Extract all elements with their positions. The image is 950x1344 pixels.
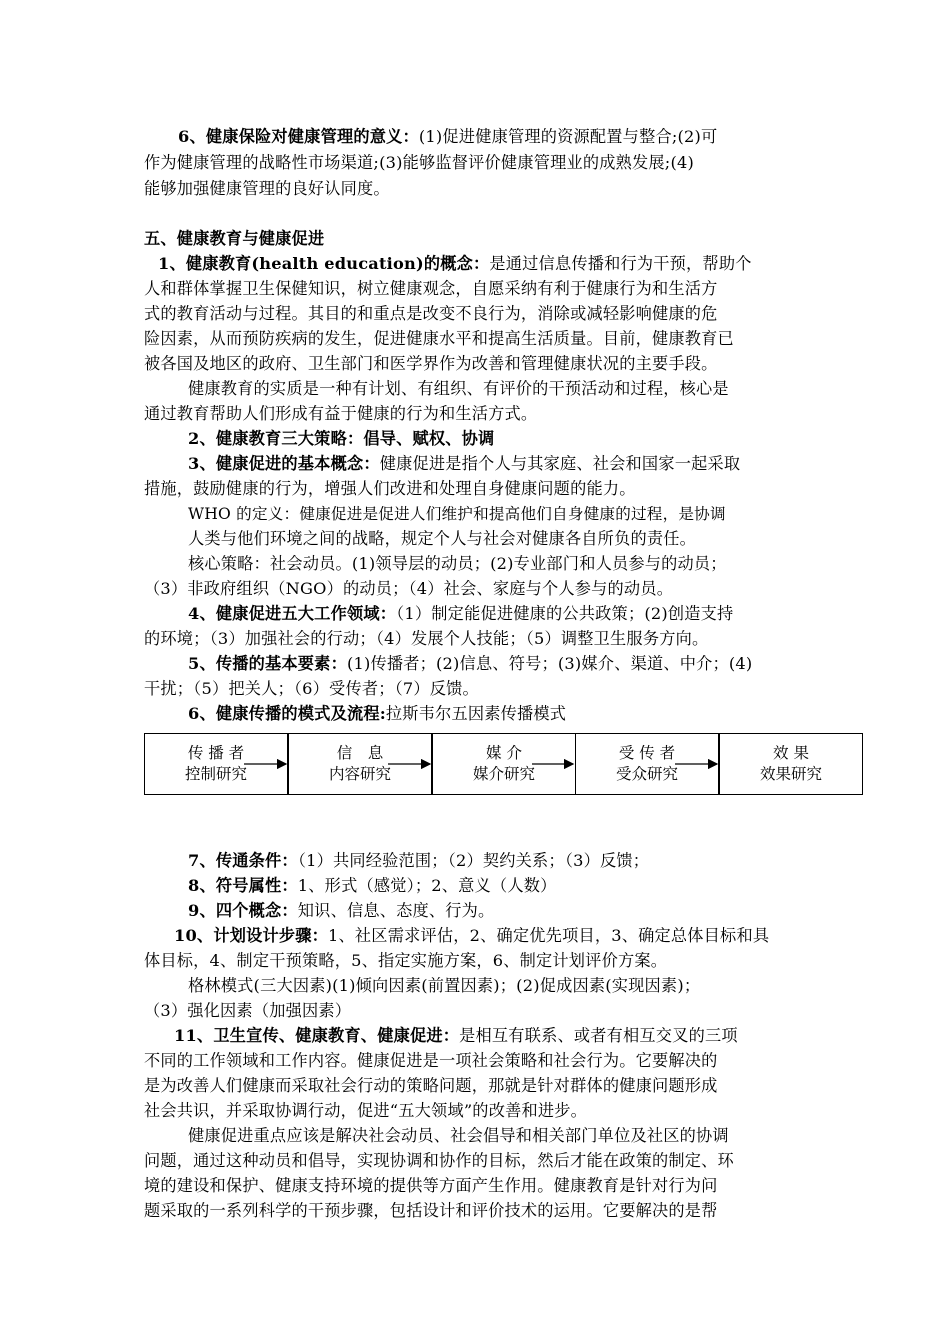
paragraph-line: 作为健康管理的战略性市场渠道;(3)能够监督评价健康管理业的成熟发展;(4) — [144, 153, 694, 172]
paragraph-line: 题采取的一系列科学的干预步骤，包括设计和评价技术的运用。它要解决的是帮 — [144, 1201, 718, 1220]
paragraph-line: 险因素，从而预防疾病的发生，促进健康水平和提高生活质量。目前，健康教育已 — [144, 329, 734, 348]
flow-box-subtitle: 效果研究 — [759, 765, 822, 783]
paragraph-line: 问题，通过这种动员和倡导，实现协调和协作的目标，然后才能在政策的制定、环 — [144, 1151, 734, 1170]
paragraph-text: (1)传播者；(2)信息、符号；(3)媒介、渠道、中介；(4) — [346, 654, 753, 673]
paragraph-line: 格林模式(三大因素)(1)倾向因素(前置因素)；(2)促成因素(实现因素)； — [188, 976, 701, 995]
paragraph-line: 是为改善人们健康而采取社会行动的策略问题，那就是针对群体的健康问题形成 — [144, 1076, 718, 1095]
paragraph-line: 健康促进重点应该是解决社会动员、社会倡导和相关部门单位及社区的协调 — [188, 1126, 729, 1145]
paragraph-line: 境的建设和保护、健康支持环境的提供等方面产生作用。健康教育是针对行为问 — [144, 1176, 718, 1195]
paragraph-line: 不同的工作领域和工作内容。健康促进是一项社会策略和社会行为。它要解决的 — [144, 1051, 718, 1070]
paragraph-line — [174, 1024, 738, 1048]
paragraph-line: 式的教育活动与过程。其目的和重点是改变不良行为，消除或减轻影响健康的危 — [144, 304, 718, 323]
paragraph-heading: 5、传播的基本要素： — [188, 654, 347, 673]
paragraph-line — [188, 849, 649, 873]
paragraph-line: 的环境；（3）加强社会的行动；（4）发展个人技能；（5）调整卫生服务方向。 — [144, 629, 709, 648]
paragraph-text: (1)促进健康管理的资源配置与整合;(2)可 — [418, 127, 718, 146]
section-heading: 五、健康教育与健康促进 — [144, 229, 325, 248]
paragraph-line — [188, 874, 557, 898]
paragraph-line — [188, 899, 494, 923]
paragraph-text: 是相互有联系、或者有相互交叉的三项 — [459, 1026, 738, 1045]
paragraph-line: 社会共识，并采取协调行动，促进“五大领域”的改善和进步。 — [144, 1101, 588, 1120]
paragraph-heading: 11、卫生宣传、健康教育、健康促进： — [174, 1026, 460, 1045]
flow-box-title: 信 息 — [336, 744, 384, 762]
flow-box-subtitle: 受众研究 — [615, 765, 678, 783]
paragraph-line: 被各国及地区的政府、卫生部门和医学界作为改善和管理健康状况的主要手段。 — [144, 354, 718, 373]
paragraph-line: WHO 的定义：健康促进是促进人们维护和提高他们自身健康的过程，是协调 — [188, 505, 726, 523]
paragraph-line: 核心策略：社会动员。(1)领导层的动员；(2)专业部门和人员参与的动员； — [188, 554, 727, 573]
paragraph-heading: 4、健康促进五大工作领域： — [188, 604, 397, 623]
paragraph-line: 措施，鼓励健康的行为，增强人们改进和处理自身健康问题的能力。 — [144, 479, 636, 498]
paragraph-line: 干扰；（5）把关人；（6）受传者；（7）反馈。 — [144, 679, 479, 698]
paragraph-heading: 7、传通条件： — [188, 851, 298, 870]
paragraph-line — [174, 924, 769, 948]
paragraph-heading: 9、四个概念： — [188, 901, 298, 920]
flow-box-title: 传 播 者 — [187, 744, 245, 762]
paragraph-line: （3）强化因素（加强因素） — [144, 1001, 352, 1020]
flow-box-subtitle: 内容研究 — [328, 765, 391, 783]
paragraph-line: 体目标，4、制定干预策略，5、指定实施方案，6、制定计划评价方案。 — [144, 951, 668, 970]
paragraph-text: 拉斯韦尔五因素传播模式 — [385, 704, 567, 723]
paragraph-heading: 6、健康保险对健康管理的意义： — [178, 127, 419, 146]
paragraph-text: （1）共同经验范围；（2）契约关系；（3）反馈； — [297, 851, 650, 870]
paragraph-line: 通过教育帮助人们形成有益于健康的行为和生活方式。 — [144, 404, 538, 423]
paragraph-line: （3）非政府组织（NGO）的动员；（4）社会、家庭与个人参与的动员。 — [144, 579, 674, 598]
paragraph-text: 是通过信息传播和行为干预，帮助个 — [489, 254, 752, 273]
paragraph-text: 知识、信息、态度、行为。 — [297, 901, 495, 920]
paragraph-line: 人和群体掌握卫生保健知识，树立健康观念，自愿采纳有利于健康行为和生活方 — [144, 279, 718, 298]
paragraph-text: 1、形式（感觉）；2、意义（人数） — [297, 876, 557, 895]
paragraph-line: 人类与他们环境之间的战略，规定个人与社会对健康各自所负的责任。 — [188, 529, 697, 548]
paragraph-heading: 6、健康传播的模式及流程: — [188, 704, 386, 723]
paragraph-heading: 2、健康教育三大策略：倡导、赋权、协调 — [188, 429, 495, 448]
paragraph-heading: 1、健康教育(health education)的概念： — [158, 254, 490, 273]
paragraph-heading: 8、符号属性： — [188, 876, 298, 895]
paragraph-text: 健康促进是指个人与其家庭、社会和国家一起采取 — [379, 454, 741, 473]
paragraph-text: 1、社区需求评估，2、确定优先项目，3、确定总体目标和具 — [328, 926, 770, 945]
flow-box-title: 受 传 者 — [618, 744, 676, 762]
paragraph-heading: 10、计划设计步骤： — [174, 926, 329, 945]
flow-box-title: 效 果 — [773, 744, 809, 762]
flow-box-subtitle: 控制研究 — [184, 765, 247, 783]
flow-box-title: 媒 介 — [486, 744, 522, 762]
paragraph-text: （1）制定能促进健康的公共政策；(2)创造支持 — [396, 604, 734, 623]
paragraph-heading: 3、健康促进的基本概念： — [188, 454, 380, 473]
paragraph-line: 健康教育的实质是一种有计划、有组织、有评价的干预活动和过程，核心是 — [188, 379, 729, 398]
paragraph-line: 能够加强健康管理的良好认同度。 — [144, 179, 390, 198]
flow-box-subtitle: 媒介研究 — [472, 765, 535, 783]
